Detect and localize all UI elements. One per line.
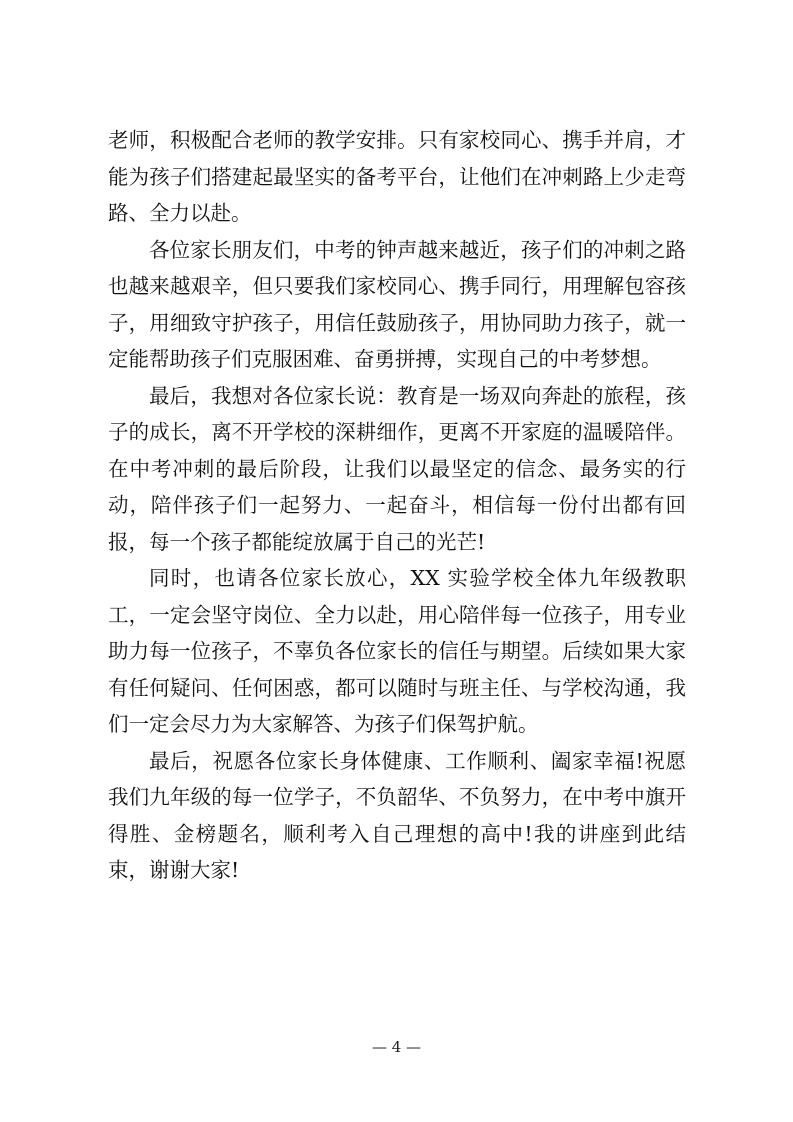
paragraph-school-commitment: 同时，也请各位家长放心，XX 实验学校全体九年级教职工，一定会坚守岗位、全力以赴，用心陪伴每一位孩子，用专业助力每一位孩子，不辜负各位家长的信任与期望。后续如果大家有任何疑问、任何困惑，都可以随时与班主任、与学校沟通，我们一定会尽力为大家解答、为孩子们保驾护航。 <box>108 566 686 736</box>
paragraph-education-journey: 最后，我想对各位家长说：教育是一场双向奔赴的旅程，孩子的成长，离不开学校的深耕细作，更离不开家庭的温暖陪伴。在中考冲刺的最后阶段，让我们以最坚定的信念、最务实的行动，陪伴孩子们一起努力、一起奋斗，相信每一份付出都有回报，每一个孩子都能绽放属于自己的光芒! <box>108 383 686 554</box>
paragraph-parents-friends: 各位家长朋友们，中考的钟声越来越近，孩子们的冲刺之路也越来越艰辛，但只要我们家校同心、携手同行，用理解包容孩子，用细致守护孩子，用信任鼓励孩子，用协同助力孩子，就一定能帮助孩子们克服困难、奋勇拼搏，实现自己的中考梦想。 <box>108 237 686 371</box>
paragraph-closing-wishes: 最后，祝愿各位家长身体健康、工作顺利、阖家幸福!祝愿我们九年级的每一位学子，不负韶华、不负努力，在中考中旗开得胜、金榜题名，顺利考入自己理想的高中!我的讲座到此结束，谢谢大家! <box>108 748 686 882</box>
body-text <box>108 122 686 889</box>
page-number: — 4 — <box>371 1038 422 1056</box>
paragraph-continuation: 老师，积极配合老师的教学安排。只有家校同心、携手并肩，才能为孩子们搭建起最坚实的备考平台，让他们在冲刺路上少走弯路、全力以赴。 <box>108 128 686 225</box>
